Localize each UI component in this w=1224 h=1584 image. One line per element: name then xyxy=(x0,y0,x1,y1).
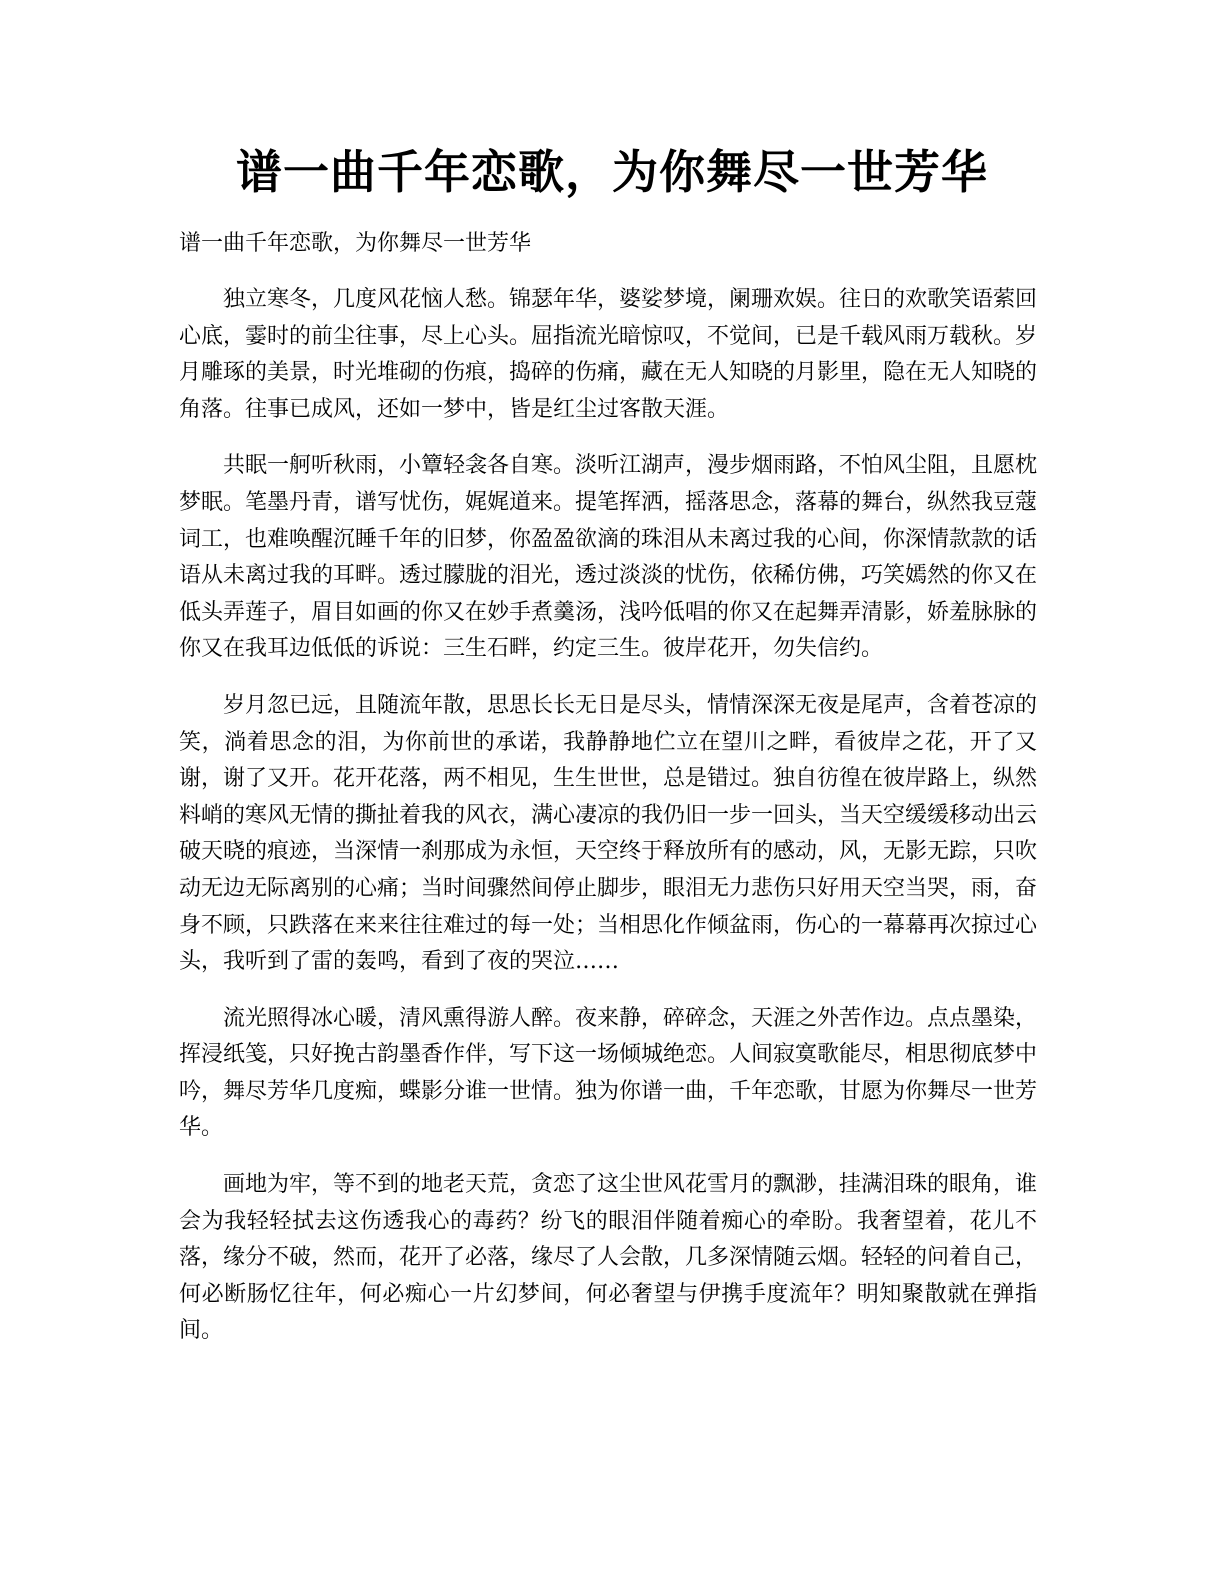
document-body xyxy=(179,226,1037,1370)
paragraph-1: 独立寒冬，几度风花恼人愁。锦瑟年华，婆娑梦境，阑珊欢娱。往日的欢歌笑语萦回心底，霎时的前尘往事，尽上心头。屈指流光暗惊叹，不觉间，已是千载风雨万载秋。岁月雕琢的美景，时光堆砌的伤痕，捣碎的伤痛，藏在无人知晓的月影里，隐在无人知晓的角落。往事已成风，还如一梦中，皆是红尘过客散天涯。 xyxy=(179,287,1038,422)
document-subtitle: 谱一曲千年恋歌，为你舞尽一世芳华 xyxy=(179,231,532,256)
paragraph-4: 流光照得冰心暖，清风熏得游人醉。夜来静，碎碎念，天涯之外苦作边。点点墨染，挥浸纸笺，只好挽古韵墨香作伴，写下这一场倾城绝恋。人间寂寞歌能尽，相思彻底梦中吟，舞尽芳华几度痴，蝶影分谁一世情。独为你谱一曲，千年恋歌，甘愿为你舞尽一世芳华。 xyxy=(179,1005,1038,1141)
paragraph-5: 画地为牢，等不到的地老天荒，贪恋了这尘世风花雪月的飘渺，挂满泪珠的眼角，谁会为我轻轻拭去这伤透我心的毒药？纷飞的眼泪伴随着痴心的牵盼。我奢望着，花儿不落，缘分不破，然而，花开了必落，缘尽了人会散，几多深情随云烟。轻轻的问着自己，何必断肠忆往年，何必痴心一片幻梦间，何必奢望与伊携手度流年？明知聚散就在弹指间。 xyxy=(179,1172,1038,1344)
page-title: 谱一曲千年恋歌，为你舞尽一世芳华 xyxy=(236,145,988,199)
paragraph-3: 岁月忽已远，且随流年散，思思长长无日是尽头，情情深深无夜是尾声，含着苍凉的笑，淌着思念的泪，为你前世的承诺，我静静地伫立在望川之畔，看彼岸之花，开了又谢，谢了又开。花开花落，两不相见，生生世世，总是错过。独自彷徨在彼岸路上，纵然料峭的寒风无情的撕扯着我的风衣，满心凄凉的我仍旧一步一回头，当天空缓缓移动出云破天晓的痕迹，当深情一刹那成为永恒，天空终于释放所有的感动，风，无影无踪，只吹动无边无际离别的心痛；当时间骤然间停止脚步，眼泪无力悲伤只好用天空当哭，雨，奋身不顾，只跌落在来来往往难过的每一处；当相思化作倾盆雨，伤心的一幕幕再次掠过心头，我听到了雷的轰鸣，看到了夜的哭泣…… xyxy=(179,692,1038,975)
paragraph-2: 共眠一舸听秋雨，小簟轻衾各自寒。淡听江湖声，漫步烟雨路，不怕风尘阻，且愿枕梦眠。笔墨丹青，谱写忧伤，娓娓道来。提笔挥洒，摇落思念，落幕的舞台，纵然我豆蔻词工，也难唤醒沉睡千年的旧梦，你盈盈欲滴的珠泪从未离过我的心间，你深情款款的话语从未离过我的耳畔。透过朦胧的泪光，透过淡淡的忧伤，依稀仿佛，巧笑嫣然的你又在低头弄莲子，眉目如画的你又在妙手煮羹汤，浅吟低唱的你又在起舞弄清影，娇羞脉脉的你又在我耳边低低的诉说：三生石畔，约定三生。彼岸花开，勿失信约。 xyxy=(179,453,1038,662)
